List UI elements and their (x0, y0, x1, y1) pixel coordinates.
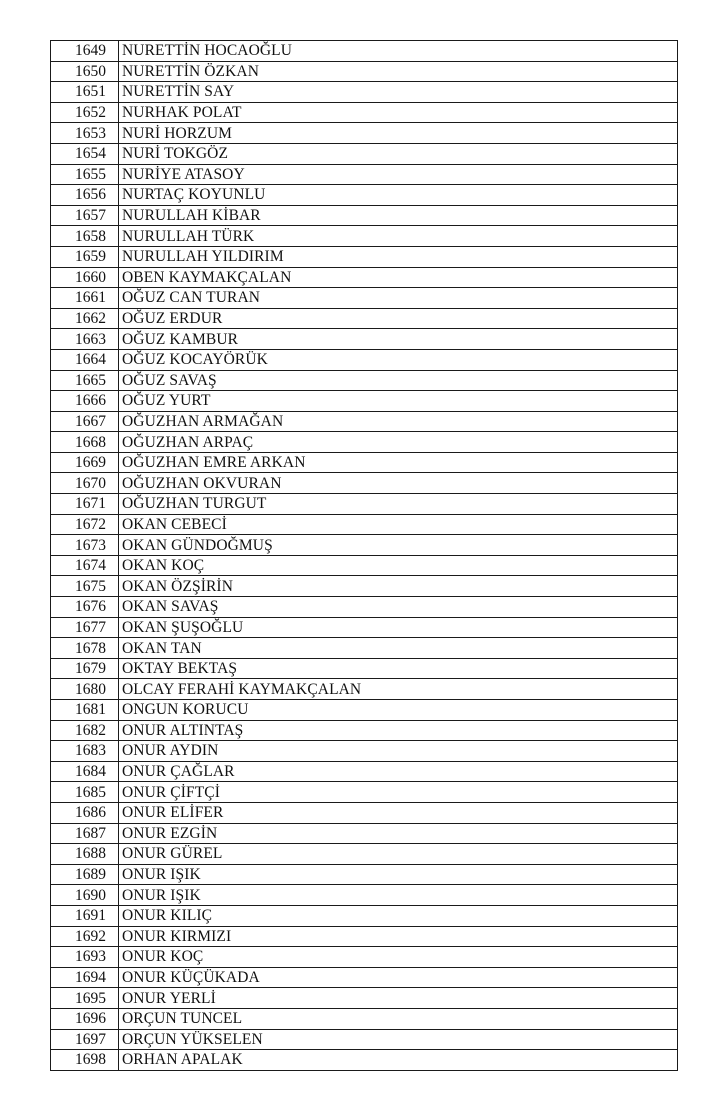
row-number: 1693 (51, 947, 119, 968)
row-number: 1687 (51, 823, 119, 844)
row-number: 1653 (51, 123, 119, 144)
person-name: NURHAK POLAT (119, 102, 678, 123)
person-name: OĞUZ CAN TURAN (119, 288, 678, 309)
person-name: OKAN KOÇ (119, 555, 678, 576)
table-row (51, 597, 678, 618)
person-name: OKTAY BEKTAŞ (119, 658, 678, 679)
table-row (51, 514, 678, 535)
table-row (51, 329, 678, 350)
row-number: 1658 (51, 226, 119, 247)
person-name: NURETTİN HOCAOĞLU (119, 41, 678, 62)
table-row (51, 700, 678, 721)
table-row (51, 61, 678, 82)
person-name: ONUR YERLİ (119, 988, 678, 1009)
row-number: 1667 (51, 411, 119, 432)
table-row (51, 823, 678, 844)
person-name: ONUR KILIÇ (119, 905, 678, 926)
table-row (51, 267, 678, 288)
person-name: ONUR AYDIN (119, 741, 678, 762)
table-row (51, 1050, 678, 1071)
person-name: NURETTİN SAY (119, 82, 678, 103)
person-name: OLCAY FERAHİ KAYMAKÇALAN (119, 679, 678, 700)
row-number: 1682 (51, 720, 119, 741)
person-name: NURİ HORZUM (119, 123, 678, 144)
table-row (51, 761, 678, 782)
person-name: OĞUZHAN ARMAĞAN (119, 411, 678, 432)
person-name: ONUR ALTINTAŞ (119, 720, 678, 741)
row-number: 1666 (51, 391, 119, 412)
person-name: OKAN ŞUŞOĞLU (119, 617, 678, 638)
row-number: 1662 (51, 308, 119, 329)
row-number: 1661 (51, 288, 119, 309)
row-number: 1676 (51, 597, 119, 618)
row-number: 1678 (51, 638, 119, 659)
table-row (51, 452, 678, 473)
person-name: ONUR EZGİN (119, 823, 678, 844)
row-number: 1698 (51, 1050, 119, 1071)
row-number: 1681 (51, 700, 119, 721)
row-number: 1675 (51, 576, 119, 597)
table-row (51, 988, 678, 1009)
table-row (51, 947, 678, 968)
table-row (51, 864, 678, 885)
person-name: ONGUN KORUCU (119, 700, 678, 721)
person-name: OKAN SAVAŞ (119, 597, 678, 618)
person-name: OKAN ÖZŞİRİN (119, 576, 678, 597)
table-row (51, 370, 678, 391)
person-name: ONUR KOÇ (119, 947, 678, 968)
table-row (51, 288, 678, 309)
row-number: 1657 (51, 205, 119, 226)
table-row (51, 411, 678, 432)
row-number: 1649 (51, 41, 119, 62)
row-number: 1668 (51, 432, 119, 453)
row-number: 1671 (51, 494, 119, 515)
row-number: 1677 (51, 617, 119, 638)
person-name: ONUR ÇAĞLAR (119, 761, 678, 782)
person-name: ORÇUN YÜKSELEN (119, 1029, 678, 1050)
person-name: OĞUZ KAMBUR (119, 329, 678, 350)
row-number: 1689 (51, 864, 119, 885)
row-number: 1696 (51, 1008, 119, 1029)
person-name: NURETTİN ÖZKAN (119, 61, 678, 82)
person-name: OKAN CEBECİ (119, 514, 678, 535)
table-row (51, 576, 678, 597)
table-row (51, 164, 678, 185)
person-name: ONUR GÜREL (119, 844, 678, 865)
person-name: OĞUZ KOCAYÖRÜK (119, 349, 678, 370)
table-row (51, 391, 678, 412)
table-row (51, 246, 678, 267)
table-row (51, 905, 678, 926)
row-number: 1686 (51, 802, 119, 823)
table-row (51, 782, 678, 803)
person-name: OĞUZHAN TURGUT (119, 494, 678, 515)
row-number: 1692 (51, 926, 119, 947)
table-row (51, 1029, 678, 1050)
person-name: OĞUZHAN OKVURAN (119, 473, 678, 494)
person-name: ONUR KIRMIZI (119, 926, 678, 947)
table-row (51, 308, 678, 329)
person-name: OĞUZHAN EMRE ARKAN (119, 452, 678, 473)
person-name: ONUR KÜÇÜKADA (119, 967, 678, 988)
table-row (51, 658, 678, 679)
row-number: 1665 (51, 370, 119, 391)
table-row (51, 535, 678, 556)
table-row (51, 926, 678, 947)
person-name: OĞUZ SAVAŞ (119, 370, 678, 391)
person-name: OĞUZ YURT (119, 391, 678, 412)
person-name: OKAN GÜNDOĞMUŞ (119, 535, 678, 556)
row-number: 1697 (51, 1029, 119, 1050)
table-row (51, 349, 678, 370)
row-number: 1651 (51, 82, 119, 103)
row-number: 1669 (51, 452, 119, 473)
row-number: 1685 (51, 782, 119, 803)
table-row (51, 102, 678, 123)
table-row (51, 617, 678, 638)
row-number: 1674 (51, 555, 119, 576)
table-row (51, 473, 678, 494)
row-number: 1680 (51, 679, 119, 700)
person-name: OKAN TAN (119, 638, 678, 659)
table-row (51, 638, 678, 659)
row-number: 1655 (51, 164, 119, 185)
row-number: 1664 (51, 349, 119, 370)
person-name: NURULLAH KİBAR (119, 205, 678, 226)
row-number: 1670 (51, 473, 119, 494)
row-number: 1663 (51, 329, 119, 350)
person-name: OĞUZ ERDUR (119, 308, 678, 329)
table-row (51, 82, 678, 103)
table-row (51, 741, 678, 762)
table-row (51, 720, 678, 741)
row-number: 1654 (51, 143, 119, 164)
table-row (51, 802, 678, 823)
name-list-table (50, 40, 678, 1071)
row-number: 1673 (51, 535, 119, 556)
person-name: ONUR IŞIK (119, 885, 678, 906)
person-name: ORHAN APALAK (119, 1050, 678, 1071)
person-name: ONUR IŞIK (119, 864, 678, 885)
person-name: ONUR ELİFER (119, 802, 678, 823)
person-name: NURİ TOKGÖZ (119, 143, 678, 164)
row-number: 1694 (51, 967, 119, 988)
table-row (51, 226, 678, 247)
row-number: 1672 (51, 514, 119, 535)
row-number: 1683 (51, 741, 119, 762)
name-list-body (51, 41, 678, 1071)
table-row (51, 844, 678, 865)
row-number: 1652 (51, 102, 119, 123)
person-name: ONUR ÇİFTÇİ (119, 782, 678, 803)
row-number: 1684 (51, 761, 119, 782)
person-name: NURULLAH TÜRK (119, 226, 678, 247)
row-number: 1656 (51, 185, 119, 206)
table-row (51, 494, 678, 515)
row-number: 1650 (51, 61, 119, 82)
person-name: OĞUZHAN ARPAÇ (119, 432, 678, 453)
table-row (51, 555, 678, 576)
person-name: NURTAÇ KOYUNLU (119, 185, 678, 206)
row-number: 1659 (51, 246, 119, 267)
table-row (51, 41, 678, 62)
row-number: 1688 (51, 844, 119, 865)
row-number: 1695 (51, 988, 119, 1009)
row-number: 1679 (51, 658, 119, 679)
table-row (51, 432, 678, 453)
table-row (51, 885, 678, 906)
table-row (51, 1008, 678, 1029)
row-number: 1691 (51, 905, 119, 926)
table-row (51, 205, 678, 226)
row-number: 1690 (51, 885, 119, 906)
person-name: NURİYE ATASOY (119, 164, 678, 185)
person-name: NURULLAH YILDIRIM (119, 246, 678, 267)
row-number: 1660 (51, 267, 119, 288)
table-row (51, 185, 678, 206)
table-row (51, 967, 678, 988)
table-row (51, 679, 678, 700)
person-name: ORÇUN TUNCEL (119, 1008, 678, 1029)
person-name: OBEN KAYMAKÇALAN (119, 267, 678, 288)
table-row (51, 123, 678, 144)
table-row (51, 143, 678, 164)
